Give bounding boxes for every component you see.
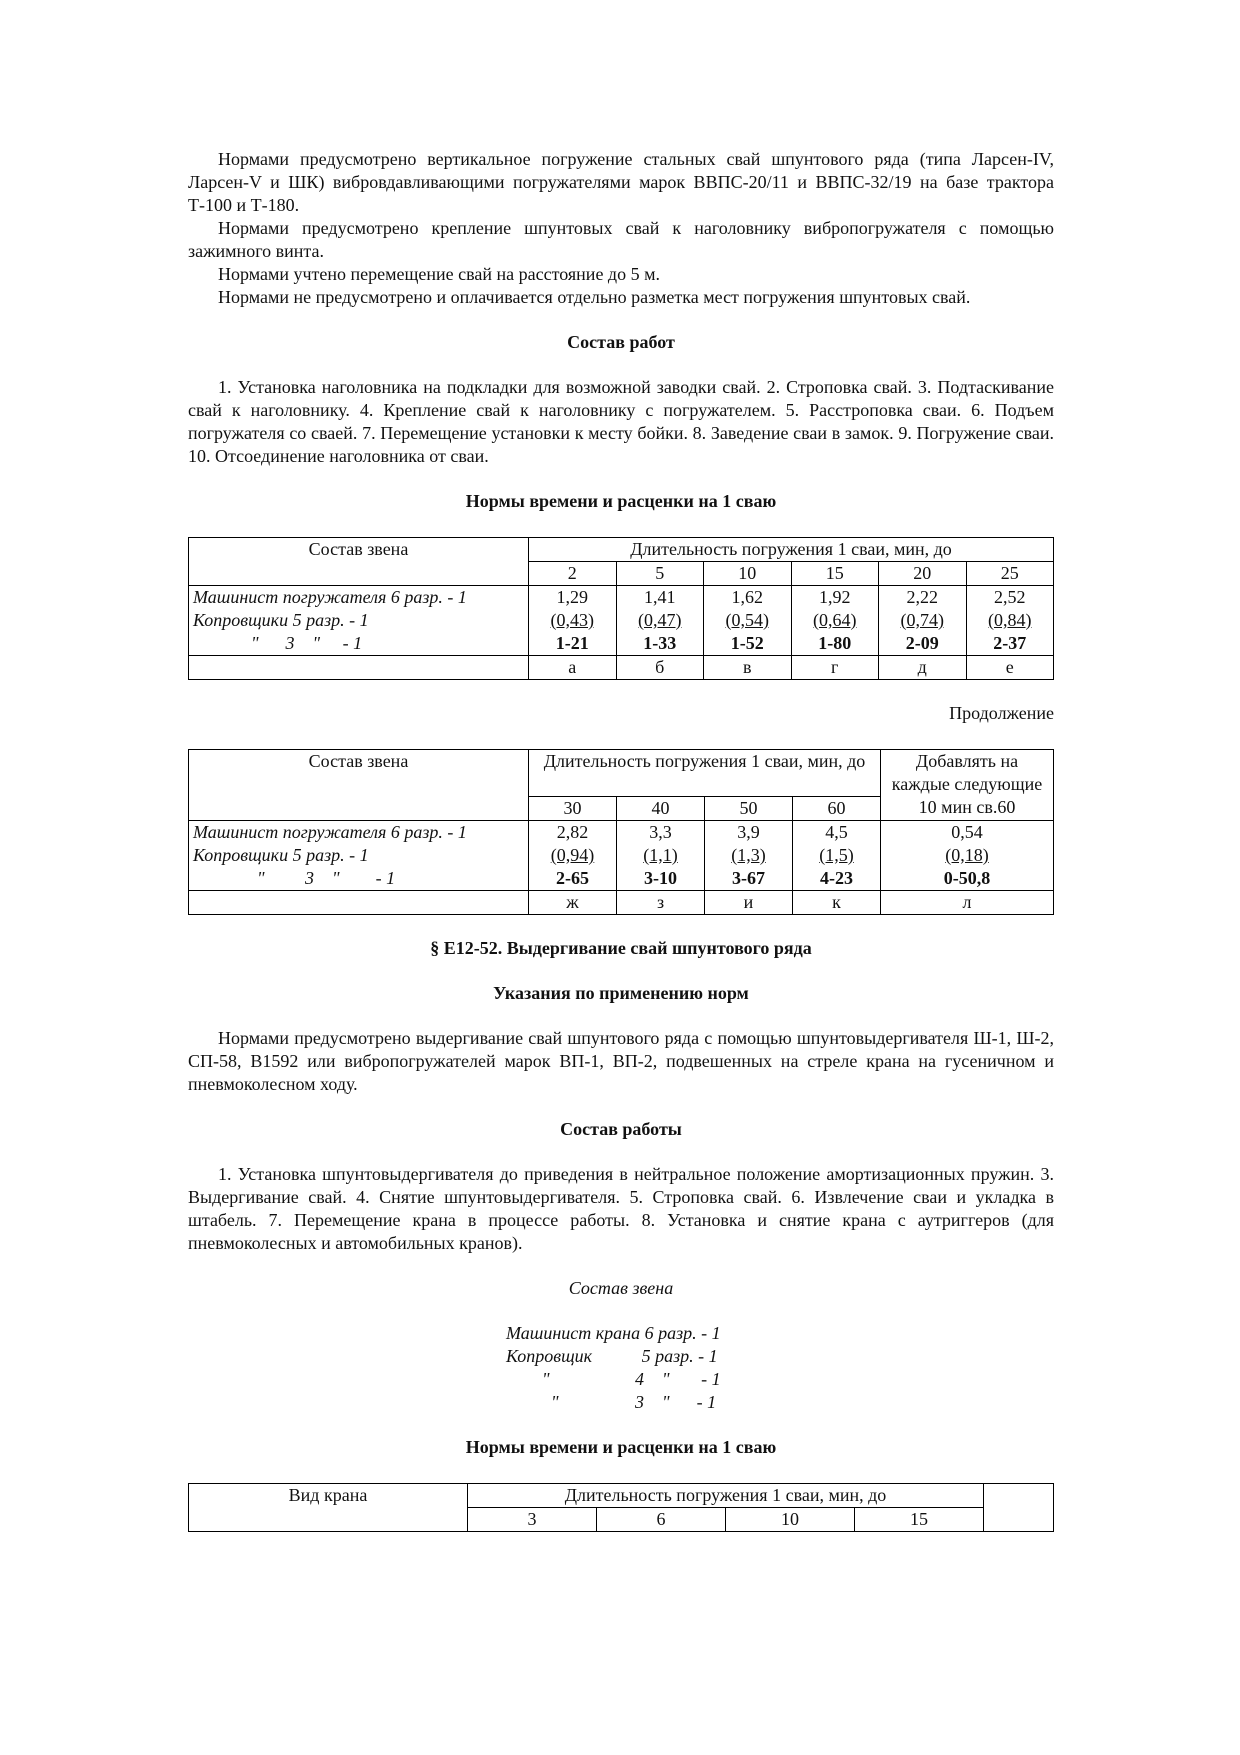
t2-letter: к [793,891,881,915]
t1-col: 25 [966,562,1054,586]
t2-col: 50 [705,797,793,821]
t1-value-cell: 2,52 (0,84) 2-37 [966,586,1054,656]
section-title: § Е12-52. Выдергивание свай шпунтового ряда [430,938,812,958]
t1-letter: а [529,656,617,680]
t2-letter: ж [529,891,617,915]
t1-value-cell: 1,41 (0,47) 1-33 [616,586,704,656]
crew-list [506,1322,826,1414]
t1-letter: в [704,656,792,680]
t1-letter: д [879,656,967,680]
norms-table-1 [188,537,1054,680]
crew-line: Машинист крана 6 разр. - 1 [506,1323,721,1343]
t1-letter: г [791,656,879,680]
t2-add-header: Добавлять на каждые следующие 10 мин св.60 [881,750,1054,821]
t2-col: 30 [529,797,617,821]
t2-letter: и [705,891,793,915]
t1-col: 2 [529,562,617,586]
t1-col: 15 [791,562,879,586]
continuation-label: Продолжение [949,703,1054,723]
t3-col: 3 [468,1508,597,1532]
t1-empty-cell [189,656,529,680]
t2-crew-cell [189,821,529,891]
norms-heading: Нормы времени и расценки на 1 сваю [465,491,777,511]
t1-duration-header: Длительность погружения 1 сваи, мин, до [529,538,1054,562]
intro-paragraph-2: Нормами предусмотрено крепление шпунтовых свай к наголовнику вибропогружателя с помощью зажимного винта. [188,218,1054,261]
t2-value-cell: 2,82 (0,94) 2-65 [529,821,617,891]
crew-line: " 4 " - 1 [506,1369,721,1389]
t2-empty-cell [189,891,529,915]
t2-crew-line: Копровщики 5 разр. - 1 [193,845,369,865]
t2-crew-line: " 3 " - 1 [257,868,396,888]
crew-line: Копровщик 5 разр. - 1 [506,1346,718,1366]
t1-crew-cell [189,586,529,656]
t2-duration-header: Длительность погружения 1 сваи, мин, до [529,750,881,797]
t2-value-cell: 3,9 (1,3) 3-67 [705,821,793,891]
t1-crew-line: Машинист погружателя 6 разр. - 1 [193,587,467,607]
intro-paragraph-3: Нормами учтено перемещение свай на расстояние до 5 м. [218,264,660,284]
t2-col: 60 [793,797,881,821]
norms2-heading: Нормы времени и расценки на 1 сваю [465,1437,777,1457]
t3-crane-header: Вид крана [189,1484,468,1532]
instructions-heading: Указания по применению норм [493,983,749,1003]
work2-heading: Состав работы [560,1119,682,1139]
t2-crew-line: Машинист погружателя 6 разр. - 1 [193,822,467,842]
t2-letter: з [617,891,705,915]
crew-heading: Состав звена [568,1278,674,1298]
instructions-text: Нормами предусмотрено выдергивание свай шпунтового ряда с помощью шпунтовыдергивателя Ш-1, Ш-2, СП-58, В1592 или вибропогружателей марок ВП-1, ВП-2, подвешенных на стреле крана на гусеничном и пневмоколесном ходу. [188,1028,1054,1094]
t1-letter: е [966,656,1054,680]
norms-table-2 [188,749,1054,915]
t1-col: 5 [616,562,704,586]
t1-value-cell: 1,29 (0,43) 1-21 [529,586,617,656]
t2-crew-header: Состав звена [189,750,529,821]
t1-value-cell: 1,92 (0,64) 1-80 [791,586,879,656]
t2-col: 40 [617,797,705,821]
t2-value-cell: 4,5 (1,5) 4-23 [793,821,881,891]
intro-paragraph-1: Нормами предусмотрено вертикальное погружение стальных свай шпунтового ряда (типа Ларсен-IV, Ларсен-V и ШК) вибровдавливающими погружателями марок ВВПС-20/11 и ВВПС-32/19 на базе трактора Т-100 и Т-180. [188,149,1054,215]
work2-text: 1. Установка шпунтовыдергивателя до приведения в нейтральное положение амортизационных пружин. 3. Выдергивание свай. 4. Снятие шпунтовыдергивателя. 5. Строповка свай. 6. Извлечение сваи и укладка в штабель. 7. Перемещение крана в процессе работы. 8. Установка и снятие крана с аутриггеров (для пневмоколесных и автомобильных кранов). [188,1164,1054,1253]
norms-table-3 [188,1483,1054,1532]
t1-value-cell: 1,62 (0,54) 1-52 [704,586,792,656]
crew-line: " 3 " - 1 [506,1392,717,1412]
t2-value-cell: 0,54 (0,18) 0-50,8 [881,821,1054,891]
t1-value-cell: 2,22 (0,74) 2-09 [879,586,967,656]
t2-letter: л [881,891,1054,915]
t1-letter: б [616,656,704,680]
t1-col: 20 [879,562,967,586]
work-text: 1. Установка наголовника на подкладки для возможной заводки свай. 2. Строповка свай. 3. Подтаскивание свай к наголовнику. 4. Крепление свай к наголовнику с погружателем. 5. Расстроповка сваи. 6. Подъем погружателя со сваей. 7. Перемещение установки к месту бойки. 8. Заведение сваи в замок. 9. Погружение сваи. 10. Отсоединение наголовника от сваи. [188,377,1054,466]
t3-col: 6 [597,1508,726,1532]
t3-empty-header [984,1484,1054,1532]
t1-crew-line: Копровщики 5 разр. - 1 [193,610,369,630]
t3-duration-header: Длительность погружения 1 сваи, мин, до [468,1484,984,1508]
intro-paragraph-4: Нормами не предусмотрено и оплачивается отдельно разметка мест погружения шпунтовых свай. [218,287,971,307]
t1-crew-header: Состав звена [189,538,529,586]
t1-col: 10 [704,562,792,586]
t2-value-cell: 3,3 (1,1) 3-10 [617,821,705,891]
t3-col: 10 [726,1508,855,1532]
document-page [188,148,1054,1532]
t3-col: 15 [855,1508,984,1532]
work-heading: Состав работ [567,332,675,352]
t1-crew-line: " 3 " - 1 [251,633,363,653]
